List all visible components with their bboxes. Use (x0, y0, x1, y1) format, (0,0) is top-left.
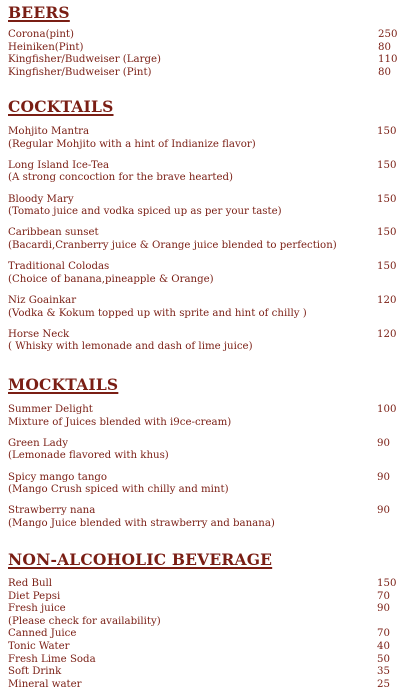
mocktails-heading: MOCKTAILS (8, 375, 119, 394)
beers-heading: BEERS (8, 3, 70, 22)
menu-item: Traditional Colodas (Choice of banana,pineapple & Orange) 150 (8, 261, 397, 285)
menu-item: Spicy mango tango (Mango Crush spiced with chilly and mint) 90 (8, 471, 390, 496)
menu-item: Red Bull 150 (8, 578, 397, 589)
menu-item: Fresh Lime Soda 50 (8, 653, 390, 665)
menu-item: Soft Drink 35 (8, 666, 390, 678)
non-alcoholic-section (8, 550, 398, 691)
menu-item: Summer Delight Mixture of Juices blended with i9ce-cream) 100 (8, 404, 397, 428)
menu-item: Niz Goainkar (Vodka & Kokum topped up with sprite and hint of chilly ) 120 (8, 294, 397, 319)
menu-item: (Please check for availability) (8, 615, 161, 627)
menu-item: Green Lady (Lemonade flavored with khus) 90 (8, 437, 390, 462)
menu-item: Fresh juice 90 (8, 603, 390, 615)
cocktails-heading: COCKTAILS (8, 97, 114, 116)
menu-item: Strawberry nana (Mango Juice blended with strawberry and banana) 90 (8, 505, 390, 529)
cocktails-section (8, 97, 398, 354)
menu-item: Caribbean sunset (Bacardi,Cranberry juice & Orange juice blended to perfection) 150 (8, 227, 397, 251)
mocktails-section (8, 375, 398, 531)
menu-item: Tonic Water 40 (8, 640, 390, 652)
non-alcoholic-heading: NON-ALCOHOLIC BEVERAGE (8, 550, 273, 569)
menu-item: Long Island Ice-Tea (A strong concoction for the brave hearted) 150 (8, 159, 397, 184)
menu-item: Bloody Mary (Tomato juice and vodka spiced up as per your taste) 150 (8, 193, 397, 218)
menu-item: Mineral water 25 (8, 678, 390, 690)
menu-item: Horse Neck ( Whisky with lemonade and dash of lime juice) 120 (8, 328, 397, 353)
menu-item: Mohjito Mantra (Regular Mohjito with a hint of Indianize flavor) 150 (8, 126, 397, 150)
menu-item: Corona(pint) 250 (8, 29, 398, 40)
menu-item: Kingfisher/Budweiser (Large) 110 (8, 54, 398, 66)
menu-item: Canned Juice 70 (8, 628, 390, 640)
menu-item: Kingfisher/Budweiser (Pint) 80 (8, 66, 391, 78)
beers-section (8, 3, 398, 79)
menu-item: Diet Pepsi 70 (8, 590, 390, 602)
menu-item: Heiniken(Pint) 80 (8, 41, 391, 53)
